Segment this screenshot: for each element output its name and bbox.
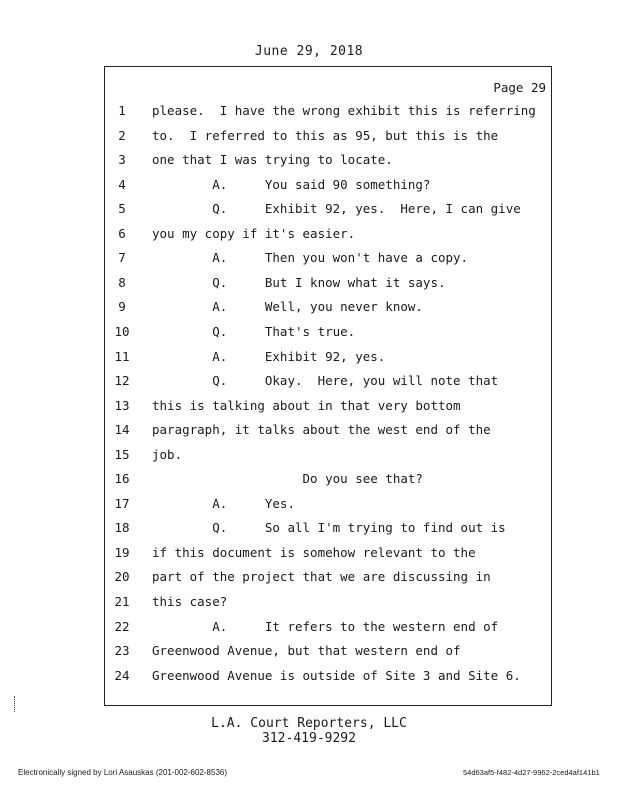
line-number: 13 (114, 397, 130, 413)
line-number: 15 (114, 446, 130, 462)
line-number: 7 (118, 250, 126, 266)
line-text: this case? (152, 594, 228, 609)
line-text: if this document is somehow relevant to the (152, 544, 476, 560)
transcript-line (0, 643, 618, 663)
transcript-line (0, 128, 618, 148)
line-number: 20 (114, 569, 130, 585)
transcript-line (0, 545, 618, 565)
transcript-line (0, 668, 618, 688)
line-number: 21 (114, 594, 130, 609)
line-text: Q. But I know what it says. (152, 274, 446, 290)
transcript-line (0, 520, 618, 540)
document-hash: 54d63af5-f482-4d27-9962-2ced4af141b1 (463, 768, 600, 777)
line-number: 9 (118, 299, 126, 315)
transcript-line (0, 422, 618, 442)
transcript-line (0, 177, 618, 197)
transcript-line (0, 496, 618, 516)
line-number: 24 (114, 667, 130, 683)
transcript-line (0, 152, 618, 172)
line-number: 17 (114, 495, 130, 511)
line-text: Q. Okay. Here, you will note that (152, 373, 499, 389)
line-text: paragraph, it talks about the west end of the (152, 422, 491, 438)
line-number: 12 (114, 373, 130, 389)
line-text: please. I have the wrong exhibit this is referring (152, 103, 536, 118)
line-number: 16 (114, 471, 130, 487)
transcript-line (0, 619, 618, 639)
line-number: 8 (118, 274, 126, 290)
transcript-line (0, 569, 618, 589)
line-text: Q. So all I'm trying to find out is (152, 520, 506, 536)
line-text: job. (152, 446, 183, 462)
transcript-date: June 29, 2018 (254, 44, 364, 59)
transcript-line (0, 201, 618, 221)
line-number: 14 (114, 422, 130, 438)
line-number: 6 (118, 225, 126, 241)
line-text: to. I referred to this as 95, but this is the (152, 127, 499, 143)
line-number: 10 (114, 323, 130, 339)
scan-mark (14, 696, 25, 712)
transcript-line (0, 349, 618, 369)
reporter-phone: 312-419-9292 (262, 731, 356, 746)
line-text: A. Exhibit 92, yes. (152, 348, 386, 364)
transcript-line (0, 324, 618, 344)
line-number: 18 (114, 520, 130, 536)
transcript-line (0, 103, 618, 123)
line-number: 5 (118, 201, 126, 217)
reporter-company: L.A. Court Reporters, LLC (211, 716, 407, 731)
line-text: this is talking about in that very bottom (152, 397, 461, 413)
line-text: A. Well, you never know. (152, 299, 423, 315)
line-text: Greenwood Avenue, but that western end of (152, 643, 461, 659)
line-number: 22 (114, 618, 130, 634)
line-number: 1 (118, 103, 126, 118)
line-text: Do you see that? (152, 471, 423, 487)
line-text: one that I was trying to locate. (152, 152, 393, 168)
line-number: 3 (118, 152, 126, 168)
transcript-line (0, 275, 618, 295)
line-number: 4 (118, 176, 126, 192)
transcript-line (0, 447, 618, 467)
line-text: A. Yes. (152, 495, 295, 511)
line-text: A. You said 90 something? (152, 176, 431, 192)
transcript-line (0, 471, 618, 491)
line-text: part of the project that we are discussing in (152, 569, 491, 585)
transcript-line (0, 373, 618, 393)
transcript-line (0, 594, 618, 614)
line-number: 23 (114, 643, 130, 659)
line-text: A. It refers to the western end of (152, 618, 499, 634)
electronic-signature: Electronically signed by Lori Asauskas (201-002-602-8536) (18, 768, 228, 777)
transcript-line (0, 250, 618, 270)
transcript-line (0, 299, 618, 319)
transcript-line (0, 398, 618, 418)
line-text: Q. Exhibit 92, yes. Here, I can give (152, 201, 521, 217)
line-number: 19 (114, 544, 130, 560)
page-number: Page 29 (493, 80, 546, 95)
transcript-line (0, 226, 618, 246)
line-text: Q. That's true. (152, 323, 356, 339)
line-number: 11 (114, 348, 130, 364)
line-text: you my copy if it's easier. (152, 225, 356, 241)
line-text: Greenwood Avenue is outside of Site 3 and Site 6. (152, 667, 521, 683)
line-number: 2 (118, 127, 126, 143)
line-text: A. Then you won't have a copy. (152, 250, 469, 266)
